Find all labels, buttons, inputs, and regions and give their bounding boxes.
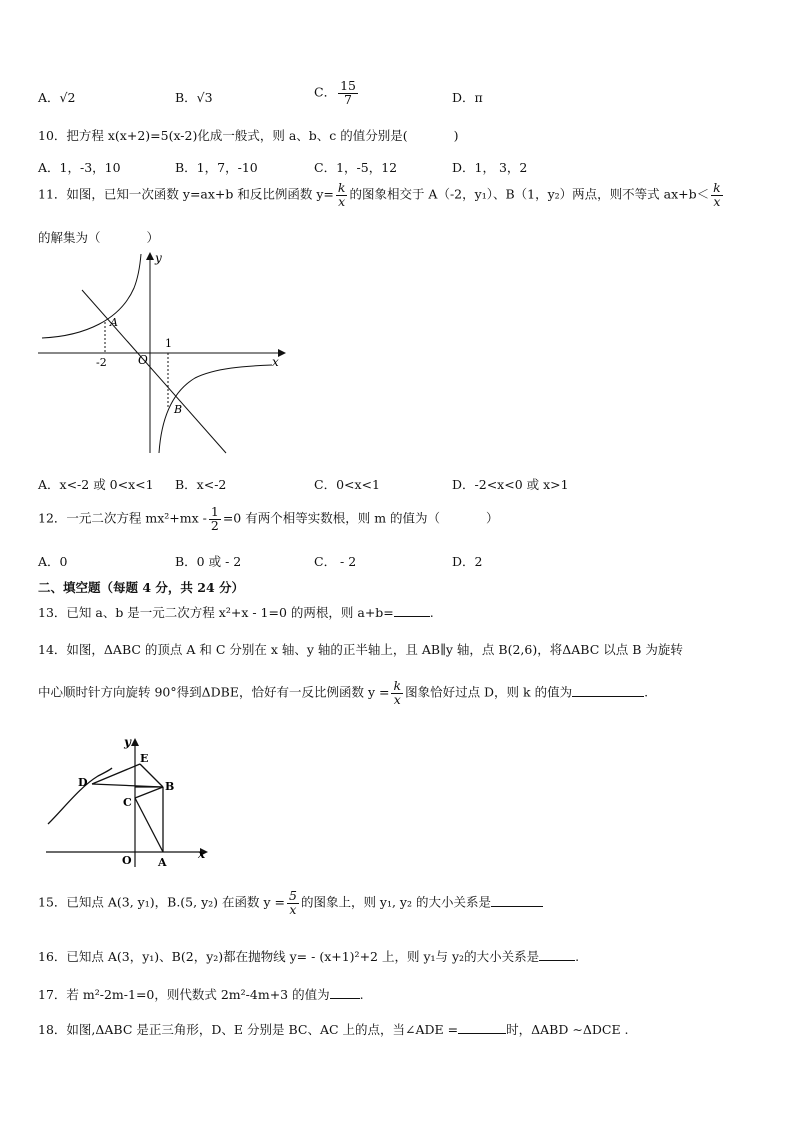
question-12-stem: 12．一元二次方程 mx²+mx - $\frac{1}{2}$ =0 有两个相等实数根，则 m 的值为（ ） (38, 504, 499, 533)
option-a: A．√2 (38, 90, 76, 105)
point-c-label: C (123, 796, 132, 809)
option-b: B．√3 (175, 90, 213, 105)
question-10-stem: 10．把方程 x(x+2)=5(x-2)化成一般式，则 a、b、c 的值分别是( ) (38, 128, 459, 143)
q11-option-c: C．0<x<1 (314, 477, 380, 492)
q11-option-a: A．x<-2 或 0<x<1 (38, 477, 154, 492)
q11-option-b: B．x<-2 (175, 477, 227, 492)
tick-1: 1 (165, 337, 172, 350)
q10-option-d: D．1， 3，2 (452, 160, 528, 175)
option-c: C． $\frac{15}{7}$ (314, 78, 356, 107)
origin-label: O (122, 854, 132, 867)
tick-neg2: -2 (96, 356, 107, 369)
point-b-label: B (165, 780, 175, 793)
y-axis-label: y (124, 735, 131, 749)
question-15: 15．已知点 A(3, y₁)，B.(5, y₂) 在函数 y = $\frac{5}{x}$ 的图象上，则 y₁, y₂ 的大小关系是 (38, 890, 543, 916)
x-axis-label: x (272, 355, 279, 369)
question-11-stem-cont: 的解集为（ ） (38, 230, 160, 245)
q12-option-b: B．0 或 - 2 (175, 554, 242, 569)
q14-graph (40, 732, 220, 872)
x-axis-label: x (198, 847, 206, 861)
question-13: 13．已知 a、b 是一元二次方程 x²+x - 1=0 的两根，则 a+b= . (38, 605, 434, 620)
q10-option-a: A．1，-3，10 (38, 160, 121, 175)
option-d: D．π (452, 90, 483, 105)
point-b-label: B (174, 403, 183, 416)
question-17: 17．若 m²-2m-1=0，则代数式 2m²-4m+3 的值为 . (38, 987, 364, 1002)
q11-option-d: D．-2<x<0 或 x>1 (452, 477, 569, 492)
q12-option-a: A．0 (38, 554, 68, 569)
y-axis-label: y (155, 251, 162, 265)
q11-graph (30, 248, 290, 458)
point-a-label: A (110, 316, 118, 329)
origin-label: O (138, 353, 148, 367)
question-11-stem: 11．如图，已知一次函数 y=ax+b 和反比例函数 y= $\frac{k}{x}$ 的图象相交于 A（-2，y₁）、B（1，y₂）两点，则不等式 ax+b＜ $\frac{k}{x}$ (38, 180, 721, 209)
question-16: 16．已知点 A(3，y₁)、B(2，y₂)都在抛物线 y= - (x+1)²+2 上，则 y₁与 y₂的大小关系是 . (38, 949, 580, 964)
q10-option-b: B．1，7，-10 (175, 160, 258, 175)
question-14-line2: 中心顺时针方向旋转 90°得到ΔDBE，恰好有一反比例函数 y = $\frac{k}{x}$ 图象恰好过点 D，则 k 的值为 . (38, 678, 649, 707)
point-e-label: E (140, 752, 149, 765)
point-d-label: D (78, 776, 88, 789)
q12-option-d: D．2 (452, 554, 483, 569)
question-14-line1: 14．如图，ΔABC 的顶点 A 和 C 分别在 x 轴、y 轴的正半轴上，且 AB∥y 轴，点 B(2,6)，将ΔABC 以点 B 为旋转 (38, 642, 683, 657)
question-18: 18．如图,ΔABC 是正三角形，D、E 分别是 BC、AC 上的点，当∠ADE = 时，ΔABD ∼ΔDCE . (38, 1022, 629, 1037)
section-heading: 二、填空题（每题 4 分，共 24 分） (38, 580, 245, 595)
q10-option-c: C．1，-5，12 (314, 160, 398, 175)
point-a-label: A (158, 856, 167, 869)
q12-option-c: C． - 2 (314, 554, 357, 569)
